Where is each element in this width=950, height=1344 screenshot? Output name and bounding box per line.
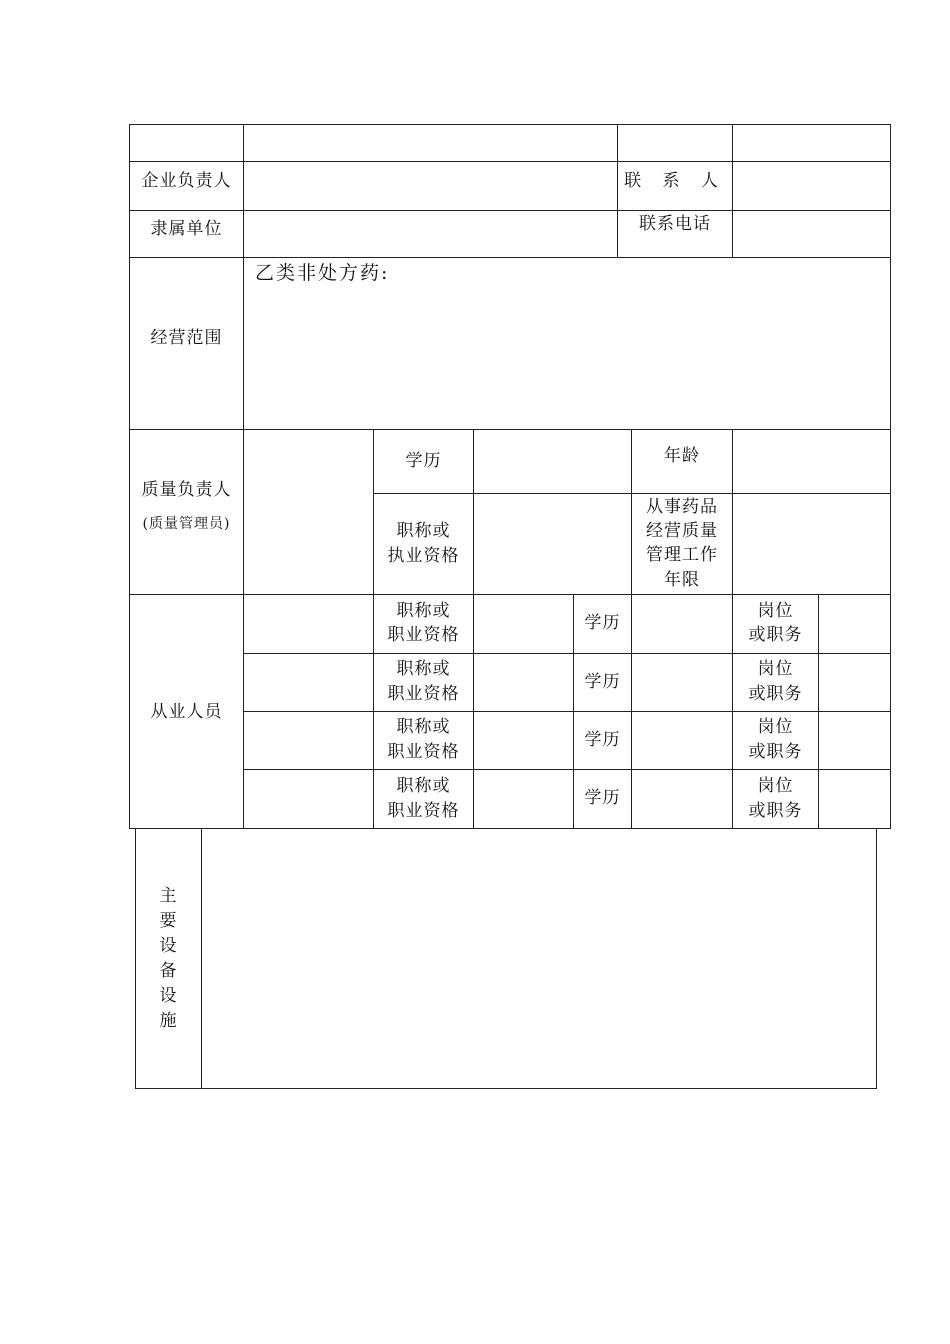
scope-field[interactable] — [244, 300, 890, 429]
staff-title-1: 职称或 — [396, 601, 451, 621]
staff-title-2: 职业资格 — [387, 684, 460, 704]
label-education: 学历 — [405, 451, 442, 471]
phone-field[interactable] — [733, 211, 890, 257]
staff-edu: 学历 — [584, 788, 621, 808]
rule — [243, 711, 891, 712]
label-title-license-2: 执业资格 — [387, 546, 460, 566]
label-experience-4: 年限 — [664, 570, 700, 590]
quality-age-field[interactable] — [733, 430, 890, 493]
staff-title-2: 职业资格 — [387, 625, 460, 645]
staff-title-1: 职称或 — [396, 776, 451, 796]
rule — [135, 1088, 877, 1089]
label-experience-3: 管理工作 — [646, 545, 718, 565]
staff-title-2: 职业资格 — [387, 801, 460, 821]
rule — [876, 829, 877, 1088]
label-scope: 经营范围 — [150, 328, 223, 348]
rule — [818, 594, 819, 829]
quality-education-field[interactable] — [474, 430, 631, 493]
label-title-license-1: 职称或 — [396, 521, 451, 541]
staff-edu: 学历 — [584, 613, 621, 633]
equipment-char: 主 — [159, 886, 178, 906]
contact-field[interactable] — [733, 162, 890, 210]
label-staff: 从业人员 — [150, 702, 223, 722]
staff-post-2: 或职务 — [748, 625, 803, 645]
label-experience-2: 经营质量 — [646, 521, 718, 541]
equipment-char: 要 — [159, 911, 178, 931]
equipment-char: 设 — [159, 986, 178, 1006]
staff-edu: 学历 — [584, 730, 621, 750]
label-phone: 联系电话 — [639, 214, 711, 234]
equipment-field[interactable] — [202, 830, 876, 1088]
staff-post-2: 或职务 — [748, 684, 803, 704]
staff-post-2: 或职务 — [748, 742, 803, 762]
staff-post-1: 岗位 — [757, 659, 794, 679]
staff-title-2: 职业资格 — [387, 742, 460, 762]
staff-edu: 学历 — [584, 672, 621, 692]
staff-post-1: 岗位 — [757, 776, 794, 796]
rule — [631, 594, 632, 829]
label-contact: 联 系 人 — [624, 171, 726, 191]
enterprise-head-field[interactable] — [244, 162, 617, 210]
quality-head-name-field[interactable] — [244, 430, 373, 594]
label-quality-head: 质量负责人 — [141, 480, 232, 500]
staff-post-1: 岗位 — [757, 717, 794, 737]
label-affiliation: 隶属单位 — [150, 219, 223, 239]
label-enterprise-head: 企业负责人 — [141, 171, 232, 191]
enterprise-name-field[interactable] — [244, 125, 617, 161]
staff-title-1: 职称或 — [396, 659, 451, 679]
affiliation-field[interactable] — [244, 211, 617, 257]
staff-post-2: 或职务 — [748, 801, 803, 821]
label-age: 年龄 — [664, 446, 700, 466]
staff-post-1: 岗位 — [757, 601, 794, 621]
equipment-char: 备 — [159, 961, 178, 981]
rule — [243, 769, 891, 770]
label-quality-manager: (质量管理员) — [142, 516, 231, 532]
quality-title-field[interactable] — [474, 494, 631, 594]
rule — [890, 124, 891, 829]
scope-content: 乙类非处方药: — [255, 262, 390, 284]
label-experience-1: 从事药品 — [646, 497, 718, 517]
staff-title-1: 职称或 — [396, 717, 451, 737]
equipment-char: 施 — [159, 1011, 178, 1031]
rule — [243, 653, 891, 654]
quality-experience-field[interactable] — [733, 494, 890, 594]
equipment-char: 设 — [159, 936, 178, 956]
